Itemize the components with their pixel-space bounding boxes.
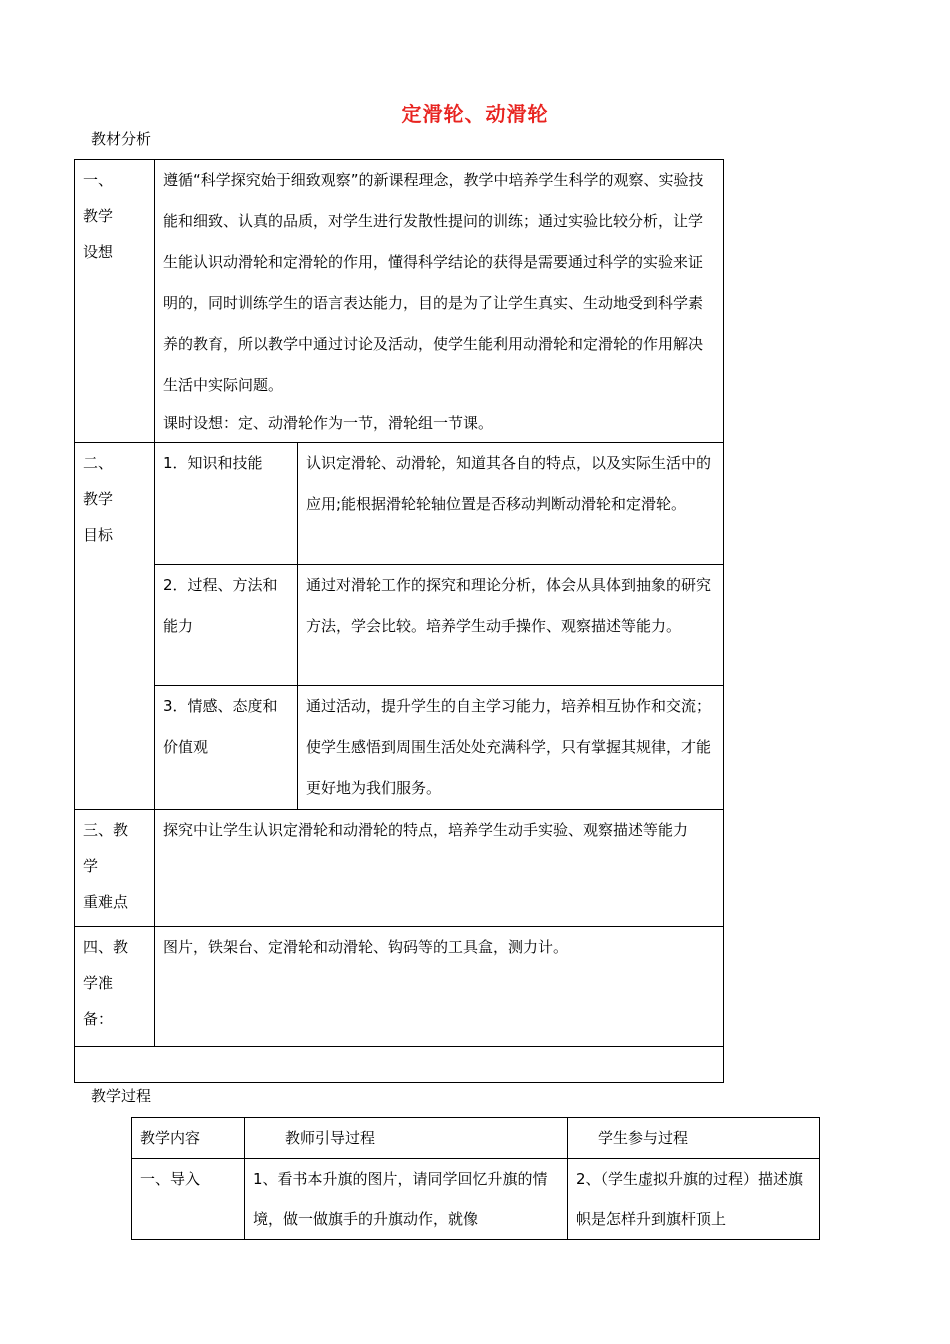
key-points-text: 探究中让学生认识定滑轮和动滑轮的特点，培养学生动手实验、观察描述等能力 bbox=[155, 810, 724, 927]
process-content: 一、导入 bbox=[132, 1159, 245, 1240]
row-head: 一、 教学 设想 bbox=[75, 160, 155, 443]
page-title: 定滑轮、动滑轮 bbox=[401, 102, 549, 126]
goal-label: 1．知识和技能 bbox=[155, 443, 298, 565]
column-header-teacher: 教师引导过程 bbox=[245, 1118, 568, 1159]
row-head: 三、教 学 重难点 bbox=[75, 810, 155, 927]
column-header-content: 教学内容 bbox=[132, 1118, 245, 1159]
goal-text: 认识定滑轮、动滑轮，知道其各自的特点，以及实际生活中的应用;能根据滑轮轮轴位置是否移动判断动滑轮和定滑轮。 bbox=[298, 443, 724, 565]
goal-text: 通过对滑轮工作的探究和理论分析，体会从具体到抽象的研究方法，学会比较。培养学生动手操作、观察描述等能力。 bbox=[298, 565, 724, 686]
design-text: 遵循“科学探究始于细致观察”的新课程理念，教学中培养学生科学的观察、实验技能和细致、认真的品质，对学生进行发散性提问的训练；通过实验比较分析，让学生能认识动滑轮和定滑轮的作用，懂得科学结论的获得是需要通过科学的实验来证明的，同时训练学生的语言表达能力，目的是为了让学生真实、生动地受到科学素养的教育，所以教学中通过讨论及活动，使学生能利用动滑轮和定滑轮的作用解决生活中实际问题。 bbox=[163, 171, 704, 394]
column-header-student: 学生参与过程 bbox=[568, 1118, 820, 1159]
preparation-text: 图片，铁架台、定滑轮和动滑轮、钩码等的工具盒，测力计。 bbox=[155, 927, 724, 1047]
empty-cell bbox=[75, 1047, 724, 1083]
goal-label: 2．过程、方法和能力 bbox=[155, 565, 298, 686]
goal-text: 通过活动，提升学生的自主学习能力，培养相互协作和交流；使学生感悟到周围生活处处充满科学，只有掌握其规律，才能更好地为我们服务。 bbox=[298, 686, 724, 810]
table-row bbox=[75, 160, 724, 443]
process-student: 2、（学生虚拟升旗的过程）描述旗帜是怎样升到旗杆顶上 bbox=[568, 1159, 820, 1240]
section-label-process: 教学过程 bbox=[91, 1087, 152, 1105]
row-head: 二、 教学 目标 bbox=[75, 443, 155, 810]
process-table bbox=[131, 1117, 820, 1240]
analysis-table bbox=[74, 159, 724, 1083]
table-row bbox=[75, 1047, 724, 1083]
table-row bbox=[132, 1159, 820, 1240]
goal-label: 3．情感、态度和价值观 bbox=[155, 686, 298, 810]
lesson-note: 课时设想：定、动滑轮作为一节，滑轮组一节课。 bbox=[163, 414, 494, 432]
table-row bbox=[75, 443, 724, 565]
row-head: 四、教 学准 备： bbox=[75, 927, 155, 1047]
process-teacher: 1、看书本升旗的图片，请同学回忆升旗的情境，做一做旗手的升旗动作，就像 bbox=[245, 1159, 568, 1240]
row-body bbox=[155, 160, 724, 443]
table-row bbox=[75, 927, 724, 1047]
table-row bbox=[75, 810, 724, 927]
table-row bbox=[132, 1118, 820, 1159]
table-row bbox=[75, 565, 724, 686]
table-row bbox=[75, 686, 724, 810]
section-label-analysis: 教材分析 bbox=[91, 130, 152, 148]
